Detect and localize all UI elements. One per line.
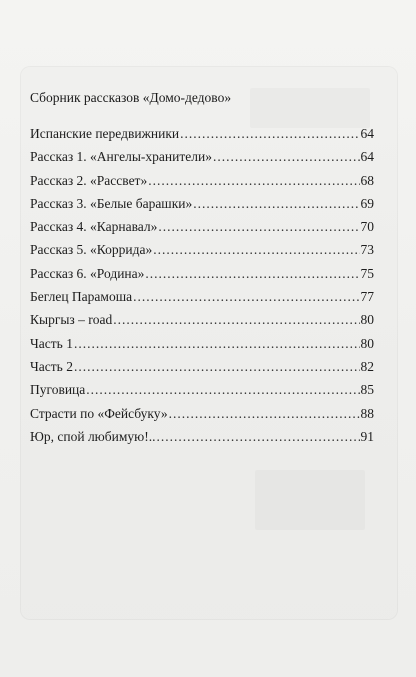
toc-leader-dots <box>169 406 360 422</box>
toc-entry-page: 88 <box>360 405 374 421</box>
toc-leader-dots <box>148 173 359 189</box>
toc-entry-title: Страсти по «Фейсбуку» <box>30 405 168 421</box>
toc-leader-dots <box>158 219 359 235</box>
toc-leader-dots <box>74 359 360 375</box>
toc-entry <box>30 406 374 429</box>
toc-entry-title: Рассказ 4. «Карнавал» <box>30 219 158 235</box>
toc-entry <box>30 429 374 452</box>
toc-leader-dots <box>213 149 360 165</box>
toc-entry-page: 80 <box>360 312 374 328</box>
toc-leader-dots <box>156 429 359 445</box>
toc-entry-title: Рассказ 3. «Белые барашки» <box>30 195 193 211</box>
toc-entry <box>30 289 374 312</box>
table-of-contents <box>30 126 374 452</box>
toc-entry <box>30 126 374 149</box>
toc-entry-page: 80 <box>360 335 374 351</box>
toc-entry-page: 91 <box>360 428 374 444</box>
toc-leader-dots <box>113 312 359 328</box>
toc-entry <box>30 382 374 405</box>
toc-entry-page: 70 <box>360 219 374 235</box>
toc-entry-title: Рассказ 1. «Ангелы-хранители» <box>30 149 212 165</box>
toc-entry-title: Часть 1 <box>30 335 73 351</box>
toc-entry-title: Испанские передвижники <box>30 126 180 141</box>
toc-leader-dots <box>133 289 359 305</box>
toc-entry-title: Рассказ 6. «Родина» <box>30 265 145 281</box>
toc-entry-title: Кыргыз – road <box>30 312 113 328</box>
toc-entry-page: 68 <box>360 172 374 188</box>
toc-leader-dots <box>153 242 359 258</box>
toc-leader-dots <box>193 196 359 212</box>
toc-entry-page: 75 <box>360 265 374 281</box>
toc-entry-page: 64 <box>360 126 374 141</box>
toc-entry-page: 85 <box>360 382 374 398</box>
toc-entry-page: 69 <box>360 195 374 211</box>
toc-entry <box>30 173 374 196</box>
toc-leader-dots <box>86 382 359 398</box>
toc-entry <box>30 219 374 242</box>
bleed-through-block <box>250 88 370 128</box>
toc-entry-title: Беглец Парамоша <box>30 289 133 305</box>
toc-leader-dots <box>145 266 359 282</box>
toc-entry-page: 73 <box>360 242 374 258</box>
toc-entry <box>30 312 374 335</box>
toc-entry-page: 82 <box>360 358 374 374</box>
toc-entry-title: Юр, спой любимую!.. <box>30 428 156 444</box>
toc-entry-title: Часть 2 <box>30 358 73 374</box>
toc-entry-title: Пуговица <box>30 382 86 398</box>
toc-entry-title: Рассказ 2. «Рассвет» <box>30 172 148 188</box>
toc-leader-dots <box>180 126 359 142</box>
toc-entry <box>30 336 374 359</box>
toc-entry-page: 77 <box>360 289 374 305</box>
toc-entry <box>30 242 374 265</box>
toc-entry <box>30 196 374 219</box>
bleed-through-block <box>255 470 365 530</box>
toc-leader-dots <box>74 336 360 352</box>
toc-entry <box>30 149 374 172</box>
toc-entry <box>30 359 374 382</box>
toc-entry-title: Рассказ 5. «Коррида» <box>30 242 153 258</box>
collection-heading: Сборник рассказов «Домо-дедово» <box>30 90 232 105</box>
toc-entry-page: 64 <box>360 149 374 165</box>
toc-entry <box>30 266 374 289</box>
